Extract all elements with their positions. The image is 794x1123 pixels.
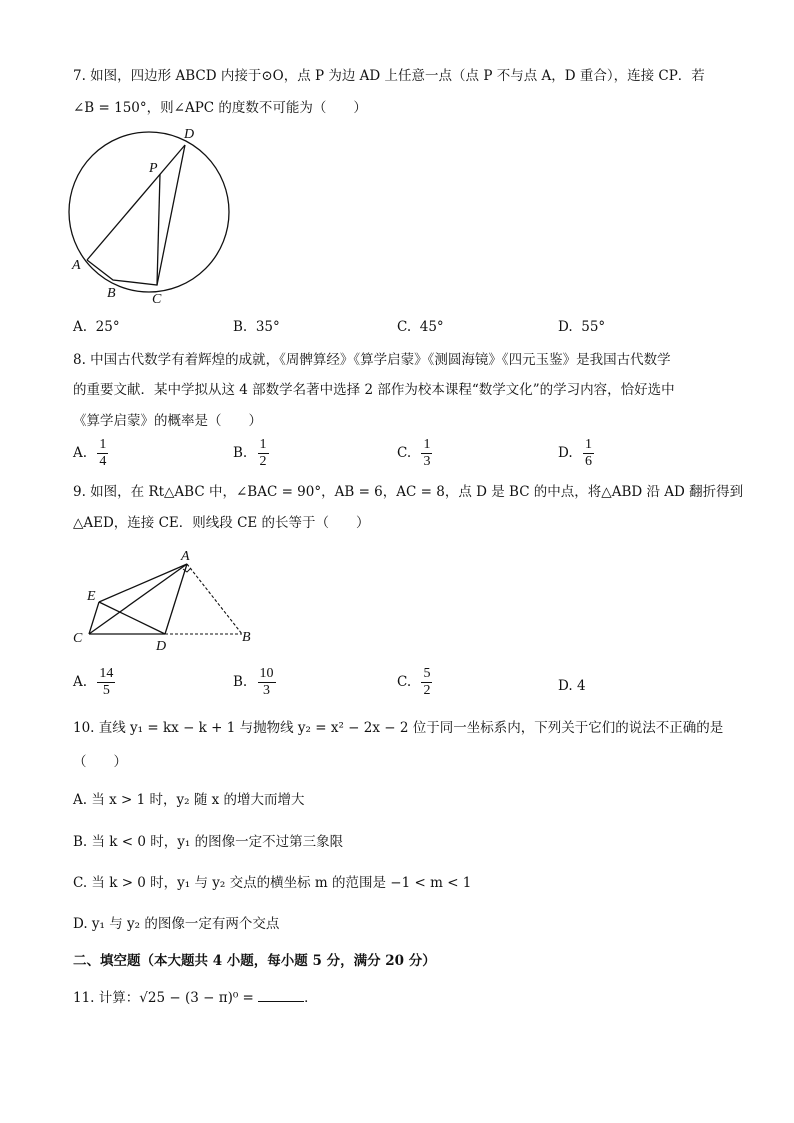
q10-option-b[interactable]: B. 当 k < 0 时，y₁ 的图像一定不过第三象限 — [73, 834, 344, 850]
q7-stem-line1: 7. 如图，四边形 ABCD 内接于⊙O，点 P 为边 AD 上任意一点（点 P 不与点 A，D 重合），连接 CP．若 — [73, 68, 705, 84]
q9-triangle-figure — [70, 544, 270, 656]
q10-stem-line1: 10. 直线 y₁ = kx − k + 1 与抛物线 y₂ = x² − 2x − 2 位于同一坐标系内，下列关于它们的说法不正确的是 — [73, 720, 724, 736]
label-B: B — [107, 286, 116, 301]
q8-stem-line1: 8. 中国古代数学有着辉煌的成就，《周髀算经》《算学启蒙》《测圆海镜》《四元玉鉴》是我国古代数学 — [73, 352, 671, 368]
label-C: C — [73, 631, 83, 646]
q10-stem-line2: （ ） — [73, 754, 127, 770]
label-C: C — [152, 292, 162, 307]
q11-suffix: ． — [304, 990, 318, 1006]
circle-o — [69, 132, 229, 292]
label-D: D — [156, 639, 167, 654]
label-D: D — [184, 127, 195, 142]
q9-option-d[interactable]: D. 4 — [558, 678, 586, 694]
q7-option-b[interactable]: B. 35° — [233, 319, 280, 335]
q7-option-c[interactable]: C. 45° — [397, 319, 444, 335]
q8-option-b[interactable]: B. $\frac{1}{2}$ — [233, 437, 267, 469]
segment-cp — [157, 174, 160, 285]
q10-option-d[interactable]: D. y₁ 与 y₂ 的图像一定有两个交点 — [73, 916, 280, 932]
q11-prefix: 11. 计算： — [73, 990, 140, 1006]
section-heading-fill-in: 二、填空题（本大题共 4 小题，每小题 5 分，满分 20 分） — [73, 953, 436, 969]
q11-stem — [73, 988, 318, 1008]
label-P: P — [149, 161, 158, 176]
q9-option-c[interactable]: C. $\frac{5}{2}$ — [397, 666, 431, 698]
q11-expression: √25 − (3 − π)⁰ = — [139, 990, 254, 1006]
segment-ab-dashed — [187, 564, 242, 634]
segment-ca — [89, 564, 187, 634]
quad-lines — [87, 145, 185, 285]
q7-option-a[interactable]: A. 25° — [73, 319, 120, 335]
label-E: E — [87, 589, 96, 604]
q10-option-a[interactable]: A. 当 x > 1 时，y₂ 随 x 的增大而增大 — [73, 792, 305, 808]
q8-option-c[interactable]: C. $\frac{1}{3}$ — [397, 437, 431, 469]
q8-option-a[interactable]: A. $\frac{1}{4}$ — [73, 437, 107, 469]
q9-stem-line2: △AED，连接 CE．则线段 CE 的长等于（ ） — [73, 515, 370, 531]
q8-stem-line3: 《算学启蒙》的概率是（ ） — [73, 413, 262, 429]
q7-circle-figure — [60, 124, 250, 314]
q9-option-a[interactable]: A. $\frac{14}{5}$ — [73, 666, 114, 698]
segment-ce — [89, 602, 99, 634]
segment-ed — [99, 602, 165, 634]
label-A: A — [181, 549, 190, 564]
q9-stem-line1: 9. 如图，在 Rt△ABC 中，∠BAC = 90°，AB = 6，AC = 8，点 D 是 BC 的中点，将△ABD 沿 AD 翻折得到 — [73, 484, 744, 500]
q9-option-b[interactable]: B. $\frac{10}{3}$ — [233, 666, 274, 698]
segment-ad — [165, 564, 187, 634]
segment-ea — [99, 564, 187, 602]
q7-stem-line2: ∠B = 150°，则∠APC 的度数不可能为（ ） — [73, 100, 367, 116]
q8-stem-line2: 的重要文献．某中学拟从这 4 部数学名著中选择 2 部作为校本课程“数学文化”的学习内容，恰好选中 — [73, 382, 675, 398]
q7-option-d[interactable]: D. 55° — [558, 319, 606, 335]
label-A: A — [72, 258, 81, 273]
label-B: B — [242, 630, 251, 645]
segment-ad — [87, 145, 185, 260]
q10-option-c[interactable]: C. 当 k > 0 时，y₁ 与 y₂ 交点的横坐标 m 的范围是 −1 < m < 1 — [73, 875, 472, 891]
q8-option-d[interactable]: D. $\frac{1}{6}$ — [558, 437, 592, 469]
q11-answer-blank[interactable] — [258, 989, 304, 1002]
